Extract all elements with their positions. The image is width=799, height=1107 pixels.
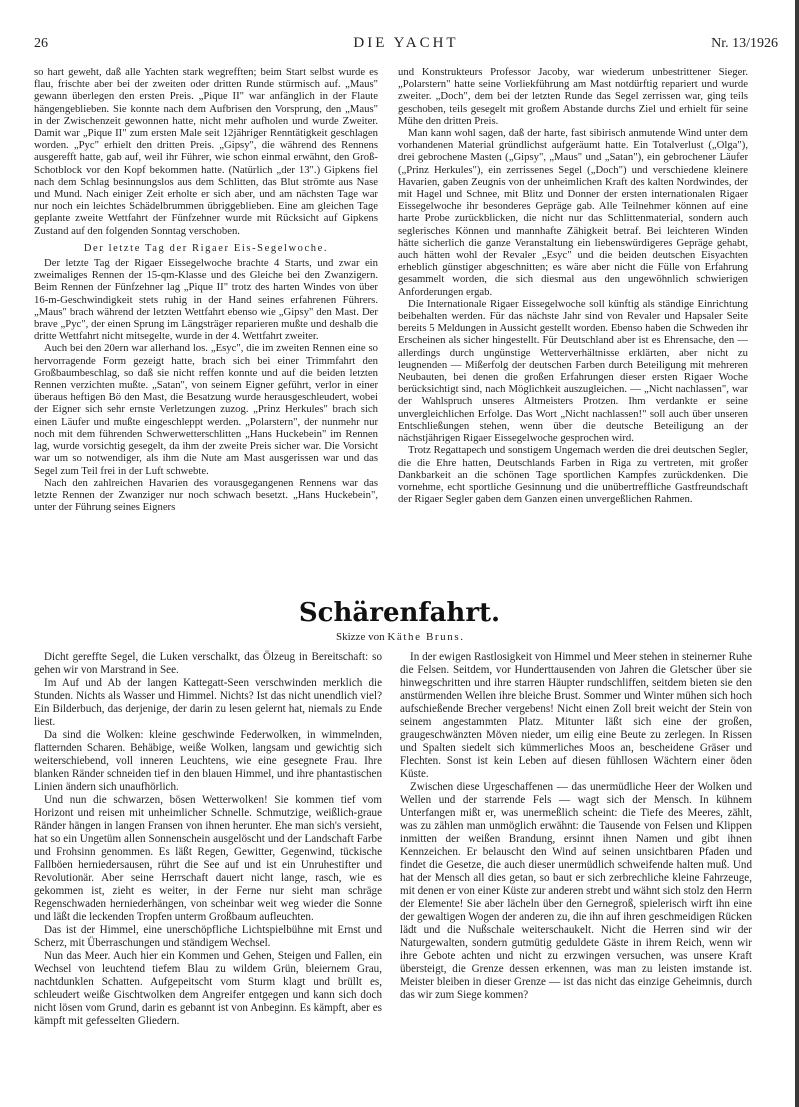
article-paragraph: Da sind die Wolken: kleine geschwinde Federwolken, in wimmelnden, flatternden Scharen. Behäbige, weiße Wolken, langsam und gewichtig sich weiterschiebend, voll inneren Leuchtens, wie eine gesegnete Frau. Ihre blanken Ränder schneiden tief in den blauen Himmel, und ihre phantastischen Linien ändern sich unaufhörlich.: [34, 729, 382, 793]
page-edge: [795, 0, 799, 1107]
report-paragraph: und Konstrukteurs Professor Jacoby, war wiederum unbestrittener Sieger. „Polarstern" hatte seine Vorliekführung am Mast notdürftig repariert und wurde zweiter. „Doch", dem bei der letzten Runde das Segel zerrissen war, ging teils geschoben, teils gesegelt mit großem Abstande durchs Ziel und erhielt für seine Mühe den dritten Preis.: [398, 66, 748, 127]
report-subheading: Der letzte Tag der Rigaer Eis-Segelwoche.: [83, 242, 329, 254]
report-paragraph: so hart geweht, daß alle Yachten stark wegrefften; beim Start selbst wurde es flau, frischte aber bei der zweiten oder dritten Runde stürmisch auf. „Maus" gewann überlegen den ersten Preis. „Pique II" war anfänglich in der Flaute hängengeblieben. Sie konnte nach dem Aufbrisen den Vorsprung, den „Maus" in der Zwischenzeit gewonnen hatte, nicht mehr aufholen und wurde Zweiter. Damit war „Pique II" zum ersten Male seit 12jähriger Renntätigkeit geschlagen worden. „Pyc" erhielt den dritten Preis. „Gipsy", die während des Rennens ausgerefft hatte, gab auf, weil ihr Führer, wie schon einmal erwähnt, den Groß-Schotblock vor den Kopf bekommen hatte. (Natürlich „der 13".) Gipkens fiel nach dem Schlag besinnungslos aus dem Schlitten, das Blut strömte aus Nase und Mund. Nach einiger Zeit erholte er sich aber, und am nächsten Tage war nur noch ein leichtes Schädelbrummen übriggeblieben. Eine am gleichen Tage geplante zweite Wettfahrt der Fünfzehner wurde mit Rücksicht auf Gipkens Zustand auf den folgenden Sonntag verschoben.: [34, 66, 378, 237]
report-paragraph: Der letzte Tag der Rigaer Eissegelwoche brachte 4 Starts, und zwar ein zweimaliges Rennen der 15-qm-Klasse und des Gleiche bei den Zwanzigern. Beim Rennen der Fünfzehner lag „Pique II" trotz des harten Windes von über 16-m-Geschwindigkeit stets ruhig in der Hand seines erfahrenen Führers. „Maus" brach während der letzten Wettfahrt ebenso wie „Gipsy" den Mast. Der brave „Pyc", der einen Sprung im Längsträger reparieren mußte und deshalb die dritte Wettfahrt nicht mitsegelte, wurde in der 4. Wettfahrt zweiter.: [34, 257, 378, 343]
report-paragraph: Man kann wohl sagen, daß der harte, fast sibirisch anmutende Wind unter dem vorhandenen Material gründlichst aufgeräumt hatte. Ein Totalverlust („Olga"), drei gebrochene Masten („Gipsy", „Maus" und „Satan"), ein gebrochener Läufer („Prinz Herkules"), ein zerrissenes Segel („Doch") und verschiedene kleinere Havarien, gaben Zeugnis von der unheimlichen Kraft des kalten Nordwindes, der mit Hagel und Schnee, mit Blitz und Donner der ersten internationalen Rigaer Eissegelwoche ihr besonderes Gepräge gab. Alle Teilnehmer können auf eine harte Probe zurückblicken, die nicht nur das Schlittenmaterial, sondern auch seglerisches Können und mannhafte Zähigkeit betraf. Bei leichteren Winden hätte sicherlich die ganze Veranstaltung ein liebenswürdigeres Gepräge gehabt, auch hätten wohl der Revaler „Esyc" und die beiden deutschen Eisyachten erheblich günstiger abgeschnitten; es wäre aber nicht die Fülle von Erfahrung gesammelt worden, die sich diesmal aus den ungewöhnlich schwierigen Anforderungen ergab.: [398, 127, 748, 298]
journal-title: DIE YACHT: [353, 35, 459, 51]
running-header: [34, 36, 778, 54]
report-paragraph: Auch bei den 20ern war allerhand los. „Esyc", die im zweiten Rennen eine so hervorragende Form gezeigt hatte, brach sich bei einer Trimmfahrt den Großbaumbeschlag, so daß sie nicht reffen konnte und auf die beiden letzten Rennen verzichten mußte. „Satan", von seinem Eigner geführt, verlor in einer überaus heftigen Bö den Mast, die Besatzung wurde herausgeschleudert, wobei der Eigner sich sehr ernste Verletzungen zuzog. „Prinz Herkules" brach sich einen Läufer und mußte eingeschleppt werden. „Polarstern", der nunmehr nur noch mit dem führenden Schwerwetterschlitten „Hans Huckebein" im Rennen lag, wurde vorsichtig gesegelt, da ihm der zweite Preis sicher war. Die Vorsicht war um so notwendiger, als ihm die Nute am Mast ausgerissen war und das Segel zum Teil frei in der Luft schwebte.: [34, 342, 378, 477]
byline-author: Käthe Bruns: [387, 631, 461, 643]
article-paragraph: Und nun die schwarzen, bösen Wetterwolken! Sie kommen tief vom Horizont und reisen mit unheimlicher Schnelle. Schmutzige, weißlich-graue Ränder hängen in langen Fransen von ihnen herunter. Ehe man sich's versieht, hat so ein Ungetüm allen Sonnenschein ausgelöscht und der Landschaft Farbe und Frohsinn genommen. Es läßt Regen, Gewitter, Gegenwind, tückische Fallböen herniedersausen, rührt die See auf und ist ein Unruhestifter und Revolutionär. Aber seine Herrschaft dauert nicht lange, rasch, wie es gekommen ist, zieht es weiter, in der Ferne nur sieht man schräge Regenschwaden herniederhängen, von scheinbar weit weg wieder die Sonne und läßt die leckenden Tropfen unterm Großbaum aufleuchten.: [34, 794, 382, 923]
article-paragraph: Das ist der Himmel, eine unerschöpfliche Lichtspielbühne mit Ernst und Scherz, mit Überraschungen und ständigem Wechsel.: [34, 924, 382, 949]
article-paragraph: Dicht gereffte Segel, die Luken verschalkt, das Ölzeug in Bereitschaft: so gehen wir von Marstrand in See.: [34, 651, 382, 676]
page-number: 26: [34, 36, 48, 51]
article-paragraph: Zwischen diese Urgeschaffenen — das unermüdliche Heer der Wolken und Wellen und der starrende Fels — wagt sich der Mensch. In kühnem Unterfangen mißt er, was unermeßlich scheint: die Tiefe des Meeres, zählt, was zu zählen man unmöglich erwähnt: die Tausende von Felsen und Klippen inmitten der weißen Brandung, ersinnt ihnen Namen und gibt ihnen Kennzeichen. Er belauscht den Wind auf seinen unsichtbaren Pfaden und findet die Gesetze, die auch dieser unermüdlich schweifende halten muß. Und hat der Mensch all dies getan, so baut er sich zerbrechliche kleine Fahrzeuge, mit denen er von einer Küste zur anderen strebt und wähnt sich stolz den Herrn der Elemente! Sie aber lächeln über den Gernegroß, spielerisch wirft ihn eine der gewaltigen Wogen der anderen zu, die ihn auf ihren geschmeidigen Rücken lädt und die Nußschale weiterschaukelt. Nicht die Herren sind wir der Naturgewalten, sondern gutmütig geduldete Gäste in ihrem Reich, wenn wir ihre Gebote achten und nicht zu erzwingen versuchen, was unsere Kraft übersteigt, die Grenze dessen erkennen, was man zu leisten imstande ist. Meister bleiben in dieser Grenze — ist das nicht das einzige Geheimnis, durch das wir zum Siege kommen?: [400, 781, 752, 1001]
article-byline: [0, 631, 799, 643]
report-paragraph: Die Internationale Rigaer Eissegelwoche soll künftig als ständige Einrichtung beibehalten werden. Für das nächste Jahr sind von Revaler und Hapsaler Seite bereits 5 Meldungen in Aussicht gestellt worden. Ebenso haben die Schweden ihr Erscheinen als sicher hingestellt. Für Deutschland aber ist es Ehrensache, den — allerdings durch ungünstige Wetterverhältnisse erklärten, aber nicht zu leugnenden — Mißerfolg der deutschen Farben durch Beteiligung mit mehreren Neubauten, bei denen die großen Erfahrungen dieser ersten Rigaer Woche berücksichtigt sind, nach Möglichkeit auszugleichen. — „Nicht nachlassen", war der Wahlspruch unseres Altmeisters Protzen. Ihm verdankte er seine unvergleichlichen Erfolge. Das Wort „Nicht nachlassen!" soll auch über unseren Entschließungen stehen, wenn über die deutsche Beteiligung an der nächstjährigen Rigaer Eissegelwoche gesprochen wird.: [398, 297, 748, 445]
report-paragraph: Trotz Regattapech und sonstigem Ungemach werden die drei deutschen Segler, die die Ehre hatten, Deutschlands Farben in Riga zu vertreten, mit großer Dankbarkeit an die schönen Tage sportlichen Kampfes zurückdenken. Die vornehme, echt sportliche Gesinnung und die unübertreffliche Gastfreundschaft der Rigaer Segler gaben dem Ganzen einen unvergeßlichen Rahmen.: [398, 444, 748, 506]
article-paragraph: Nun das Meer. Auch hier ein Kommen und Gehen, Steigen und Fallen, ein Wechsel von leuchtend tiefem Blau zu wildem Grün, bleiernem Grau, nachtdunklen Schatten. Aufgepeitscht vom Sturm klagt und brüllt es, schleudert weiße Gischtwolken dem Angreifer entgegen und kann sich doch nicht lösen vom Grund, darin es gebannt ist von Anbeginn. Es kämpft, aber es kämpft mit gefesselten Gliedern.: [34, 950, 382, 1027]
article-left-column: [34, 651, 382, 1028]
report-paragraph: Nach den zahlreichen Havarien des vorausgegangenen Rennens war das letzte Rennen der Zwanziger nur noch schwach besetzt. „Hans Huckebein", unter der Führung seines Eigners: [34, 476, 378, 514]
article-paragraph: In der ewigen Rastlosigkeit von Himmel und Meer stehen in steinerner Ruhe die Felsen. Seitdem, vor Hunderttausenden von Jahren die Gletscher über sie hinwegschritten und ihre starren Häupter rundschliffen, seitdem bieten sie den anstürmenden Wellen ihre bleiche Brust. Sommer und Winter mühen sich hoch aufschießende Brecher vergebens! Nicht einen Zoll breit weicht der Stein von seinem angestammten Platz. Mitunter läßt sich eine der großen, graugeschwänzten Möven nieder, um eilig eine Beute zu zerlegen. In Rissen und Spalten siedelt sich kümmerliches Moos an, bescheidene Gräser und Flechten. Sonst ist kein Leben auf diesen fühllosen Wächtern einer öden Küste.: [400, 651, 752, 780]
article-title: Schärenfahrt.: [298, 598, 501, 628]
report-right-column: [398, 66, 748, 505]
report-left-column: [34, 66, 378, 513]
article-paragraph: Im Auf und Ab der langen Kattegatt-Seen verschwinden merklich die Stunden. Nichts als Wasser und Himmel. Nichts? Ist das nicht unendlich viel? Ein Bilderbuch, das derjenige, der darin zu lesen gelernt hat, niemals zu Ende liest.: [34, 677, 382, 728]
issue-number: Nr. 13/1926: [711, 36, 778, 51]
byline-suffix: .: [460, 631, 463, 643]
byline-prefix: Skizze von: [336, 631, 388, 643]
article-right-column: [400, 651, 752, 1002]
